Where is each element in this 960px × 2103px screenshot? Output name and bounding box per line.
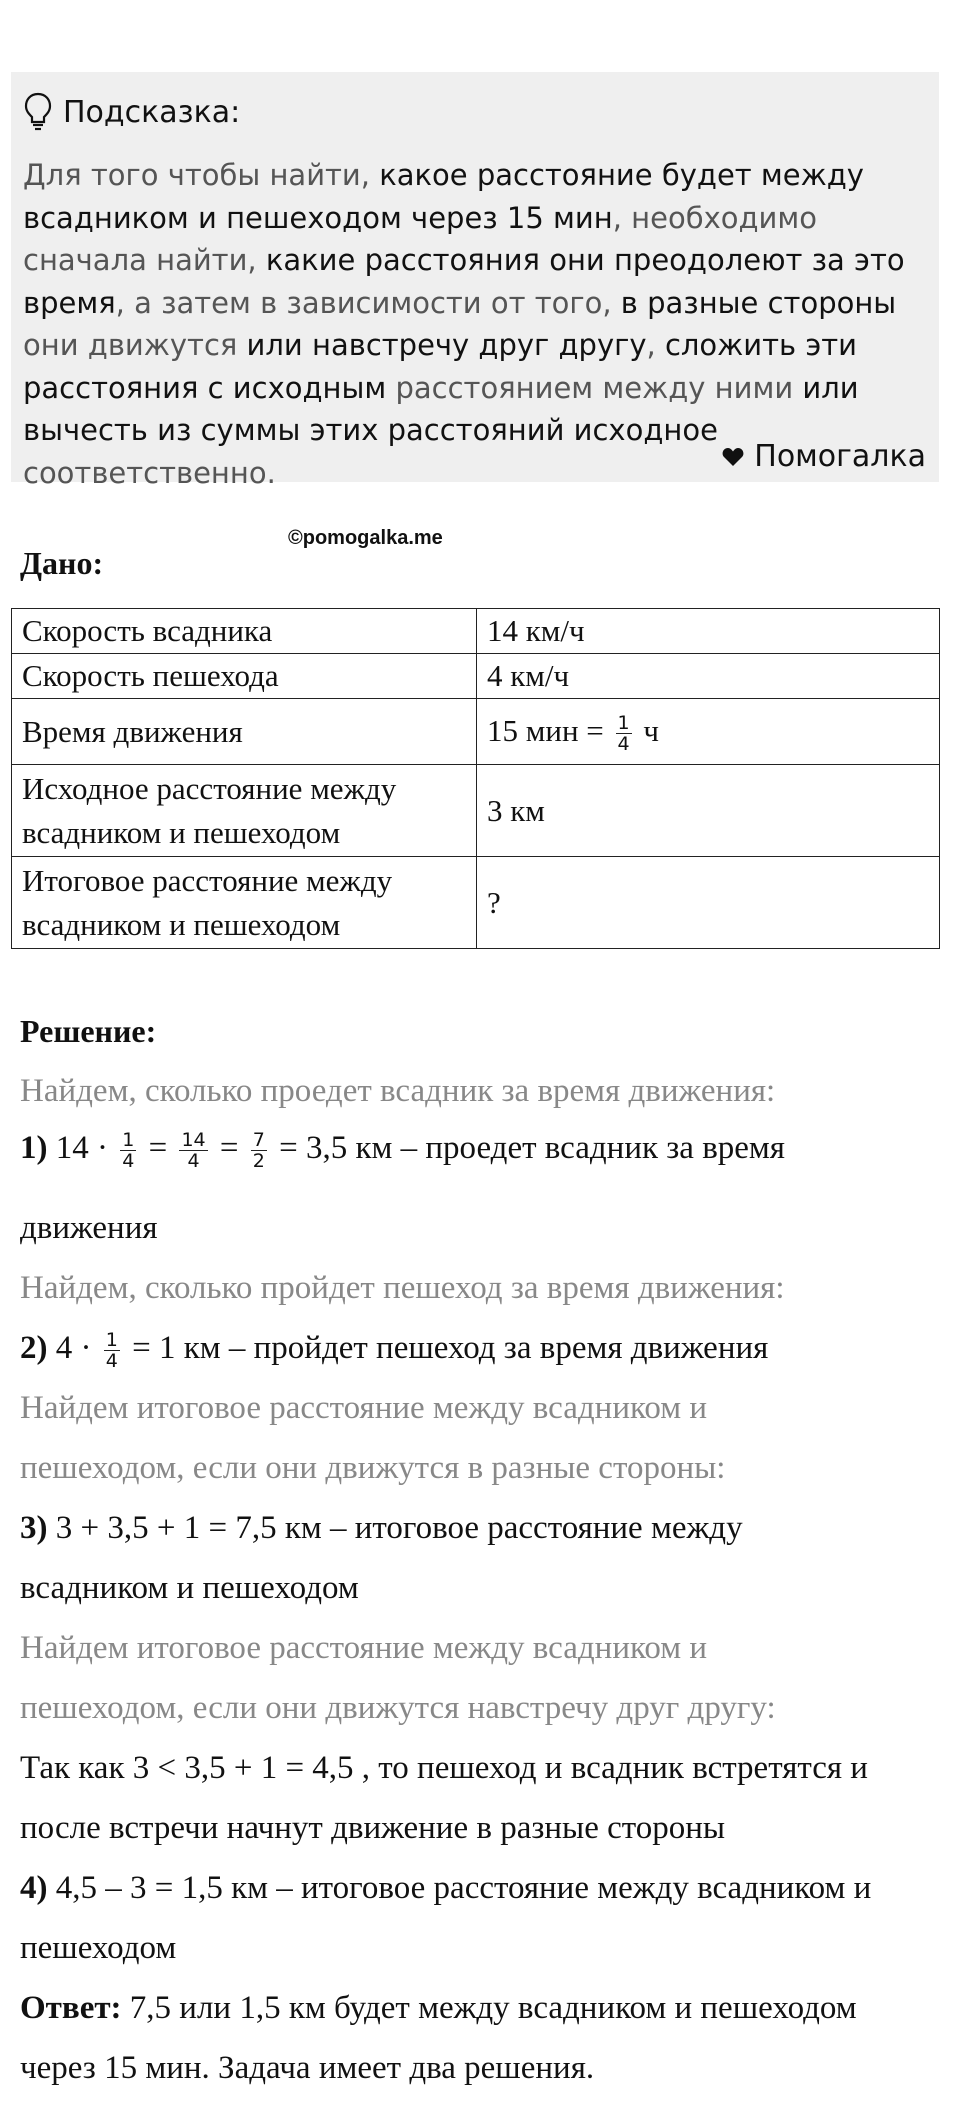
fraction-denominator: 4 bbox=[617, 733, 630, 756]
param-cell: Время движения bbox=[12, 699, 477, 765]
step-text: = bbox=[140, 1130, 176, 1167]
param-cell: Скорость пешехода bbox=[12, 654, 477, 699]
watermark: ©pomogalka.me bbox=[288, 527, 443, 549]
answer-line bbox=[20, 1990, 857, 2027]
hint-header bbox=[23, 84, 929, 140]
fraction-denominator: 4 bbox=[105, 1350, 118, 1372]
hint-emphasis: какое расстояние будет между всадником и пешеходом через 15 мин bbox=[23, 158, 864, 235]
param-cell: Исходное расстояние между всадником и пешеходом bbox=[12, 765, 477, 857]
hint-run: соответственно. bbox=[23, 455, 276, 490]
step-text: 14 · bbox=[47, 1130, 117, 1167]
answer-text: 7,5 или 1,5 км будет между всадником и пешеходом bbox=[121, 1990, 857, 2026]
hint-run: Для того чтобы найти, bbox=[23, 158, 380, 192]
param-cell: Скорость всадника bbox=[12, 609, 477, 654]
table-row bbox=[12, 654, 940, 699]
step-4-cont: пешеходом bbox=[20, 1930, 177, 1966]
hint-run: , bbox=[646, 328, 665, 362]
hint-box bbox=[11, 72, 939, 490]
table-row bbox=[12, 609, 940, 654]
table-row bbox=[12, 765, 940, 857]
hint-run: , а затем в зависимости от того, bbox=[115, 285, 621, 320]
step-number: 1) bbox=[20, 1130, 48, 1167]
hint-line-1: Найдем, сколько проедет всадник за время движения: bbox=[20, 1073, 776, 1109]
fraction-numerator: 14 bbox=[181, 1129, 206, 1151]
note-line-a: Так как 3 < 3,5 + 1 = 4,5 , то пешеход и всадник встретятся и bbox=[20, 1750, 868, 1786]
step-text: 4,5 – 3 = 1,5 км – итоговое расстояние между всадником и bbox=[47, 1870, 872, 1906]
hint-run: они движутся bbox=[23, 328, 247, 362]
fraction-numerator: 1 bbox=[105, 1329, 118, 1351]
given-label: Дано: bbox=[20, 545, 104, 581]
hint-emphasis: или вычесть из суммы этих расстояний исходное bbox=[23, 370, 859, 447]
hint-run: , необходимо сначала найти, bbox=[23, 200, 818, 277]
param-cell: Итоговое расстояние между всадником и пешеходом bbox=[12, 857, 477, 949]
fraction-numerator: 1 bbox=[617, 712, 630, 735]
brand-name: Помогалка bbox=[754, 439, 926, 474]
fraction bbox=[120, 1130, 136, 1171]
fraction-denominator: 4 bbox=[187, 1150, 200, 1172]
step-4 bbox=[20, 1870, 871, 1907]
answer-line-cont: через 15 мин. Задача имеет два решения. bbox=[20, 2050, 595, 2086]
fraction-denominator: 4 bbox=[122, 1150, 135, 1172]
lightbulb-icon bbox=[23, 92, 53, 132]
heart-icon bbox=[722, 447, 744, 467]
fraction bbox=[251, 1130, 267, 1171]
value-cell: 3 км bbox=[477, 765, 940, 857]
value-cell: 14 км/ч bbox=[477, 609, 940, 654]
solution-label: Решение: bbox=[20, 1013, 157, 1049]
hint-line-3a: Найдем итоговое расстояние между всадником и bbox=[20, 1390, 708, 1426]
fraction-denominator: 2 bbox=[252, 1150, 265, 1172]
fraction-numerator: 7 bbox=[252, 1129, 265, 1151]
fraction-numerator: 1 bbox=[122, 1129, 135, 1151]
value-cell: ? bbox=[477, 857, 940, 949]
step-number: 2) bbox=[20, 1330, 48, 1367]
fraction bbox=[616, 713, 632, 754]
hint-line-3b: пешеходом, если они движутся в разные стороны: bbox=[20, 1450, 726, 1486]
step-1-cont: движения bbox=[20, 1210, 158, 1246]
value-text: 15 мин = bbox=[487, 712, 612, 748]
hint-line-2: Найдем, сколько пройдет пешеход за время движения: bbox=[20, 1270, 785, 1306]
step-2 bbox=[20, 1330, 768, 1371]
step-3-cont: всадником и пешеходом bbox=[20, 1570, 359, 1606]
hint-emphasis: сложить эти расстояния с исходным bbox=[23, 328, 858, 405]
table-row bbox=[12, 699, 940, 765]
step-text: = 3,5 км – проедет всадник за время bbox=[270, 1130, 785, 1167]
hint-emphasis: в разные стороны bbox=[620, 285, 897, 320]
step-text: 3 + 3,5 + 1 = 7,5 км – итоговое расстояние между bbox=[47, 1510, 743, 1546]
step-number: 3) bbox=[20, 1510, 48, 1546]
note-line-b: после встречи начнут движение в разные стороны bbox=[20, 1810, 726, 1846]
value-unit: ч bbox=[635, 712, 659, 748]
step-number: 4) bbox=[20, 1870, 48, 1906]
hint-title: Подсказка: bbox=[63, 94, 241, 130]
step-text: 4 · bbox=[47, 1330, 100, 1367]
fraction bbox=[179, 1130, 207, 1171]
step-1 bbox=[20, 1130, 785, 1171]
hint-brand bbox=[722, 439, 926, 474]
hint-line-4b: пешеходом, если они движутся навстречу друг другу: bbox=[20, 1690, 776, 1726]
hint-emphasis: какие расстояния они преодолеют за это время bbox=[23, 243, 905, 320]
step-text: = 1 км – пройдет пешеход за время движения bbox=[123, 1330, 769, 1367]
value-cell: 4 км/ч bbox=[477, 654, 940, 699]
hint-emphasis: или навстречу друг другу bbox=[246, 328, 647, 362]
hint-run: расстоянием между ними bbox=[386, 370, 803, 405]
answer-label: Ответ: bbox=[20, 1990, 122, 2026]
fraction bbox=[104, 1330, 120, 1371]
hint-line-4a: Найдем итоговое расстояние между всадником и bbox=[20, 1630, 708, 1666]
step-text: = bbox=[211, 1130, 247, 1167]
step-3 bbox=[20, 1510, 743, 1547]
given-table bbox=[11, 608, 940, 949]
value-cell bbox=[477, 699, 940, 765]
table-row bbox=[12, 857, 940, 949]
